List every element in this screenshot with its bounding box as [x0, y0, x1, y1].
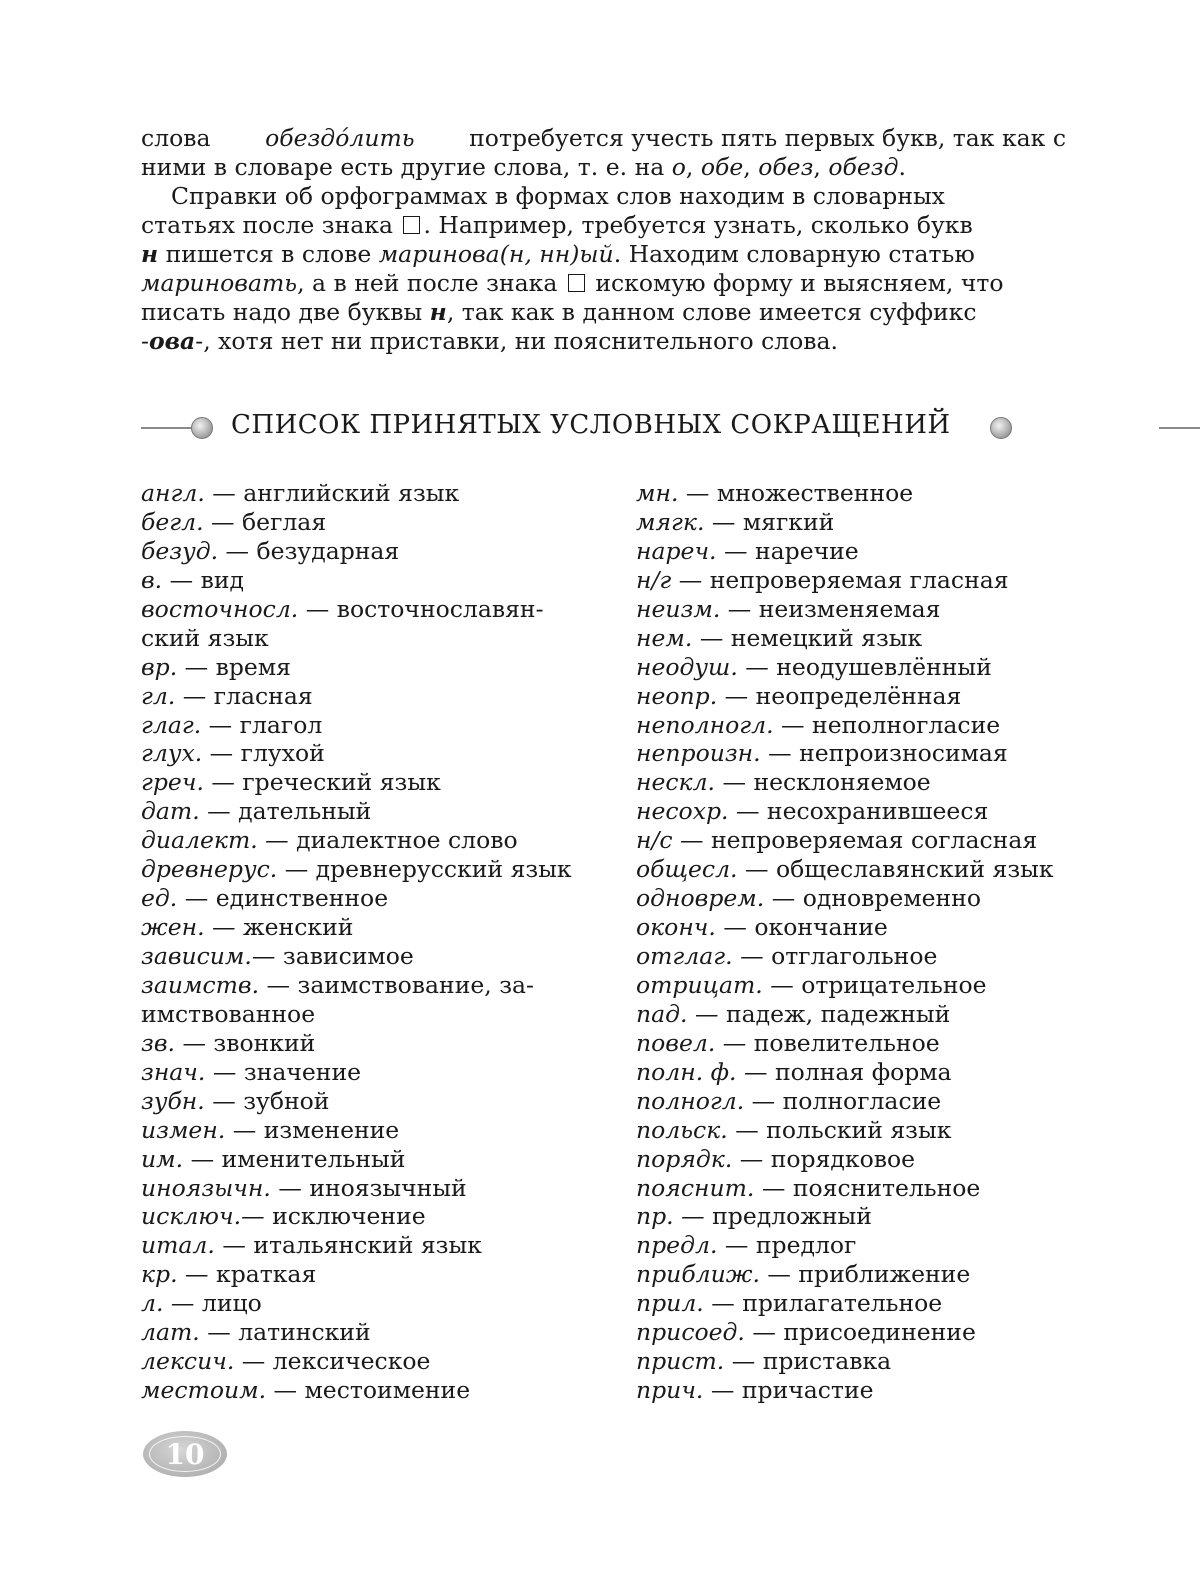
abbreviation-meaning: звонкий [213, 1028, 316, 1057]
square-sign-icon [403, 216, 420, 234]
abbreviation-meaning: общеславянский язык [775, 855, 1054, 884]
dash-separator: — [732, 942, 772, 970]
abbreviation-entry [636, 1116, 1076, 1145]
abbreviation: глаг. [141, 710, 202, 739]
text-line: мариновать, а в ней после знака искомую форму и выясняем, что [141, 269, 1004, 297]
abbreviation-entry [141, 1202, 581, 1231]
abbreviation-meaning: латинский [238, 1318, 371, 1347]
abbreviation: порядк. [636, 1144, 733, 1173]
dash-separator: — [251, 942, 283, 970]
abbreviation-entry [141, 682, 581, 711]
bead-ornament-icon [191, 417, 213, 439]
abbreviation: безуд. [141, 536, 219, 565]
abbreviation: зависим. [141, 942, 252, 970]
dash-separator: — [174, 1028, 214, 1057]
dash-separator: — [202, 739, 241, 768]
abbreviation-entry [636, 1202, 1076, 1231]
abbreviation-meaning: древнерусский язык [315, 855, 572, 884]
abbreviation-entry [141, 711, 581, 740]
abbreviation-meaning: немецкий язык [730, 623, 923, 652]
abbreviation: полногл. [636, 1086, 745, 1115]
abbreviation-meaning: отрицательное [801, 970, 987, 999]
abbreviation: греч. [141, 768, 204, 797]
abbreviation-entry [636, 1289, 1076, 1318]
abbreviation-entry [636, 768, 1076, 797]
abbreviation-meaning: безударная [256, 536, 400, 565]
abbreviation-meaning: ский язык [141, 623, 269, 652]
abbreviation: заимств. [141, 970, 260, 999]
text-line: статьях после знака . Например, требуется узнать, сколько букв [141, 211, 973, 239]
abbreviation-meaning: причастие [741, 1376, 874, 1405]
abbreviation-entry [141, 1116, 581, 1145]
abbreviation-entry [141, 1376, 581, 1405]
abbreviation-entry [636, 1318, 1076, 1347]
dash-separator: — [762, 970, 802, 999]
abbreviation-meaning: значение [243, 1057, 362, 1086]
abbreviation-entry [636, 1000, 1076, 1029]
abbreviation: приближ. [636, 1260, 760, 1289]
abbreviation-meaning: глухой [240, 739, 325, 768]
abbreviation-meaning: английский язык [243, 479, 460, 507]
dash-separator: — [764, 884, 803, 913]
abbreviation: дат. [141, 797, 200, 826]
bead-ornament-icon [990, 417, 1012, 439]
text-line: слова обездо́лить потребуется учесть пять первых букв, так как с [141, 124, 1066, 152]
abbreviation-meaning: повелительное [753, 1028, 940, 1057]
abbreviation-meaning: полная форма [774, 1057, 952, 1086]
abbreviation-entry [636, 508, 1076, 537]
abbreviation-entry [141, 855, 581, 884]
dash-separator: — [162, 565, 201, 594]
abbreviation-entry [636, 913, 1076, 942]
abbreviations-left-column [141, 479, 581, 1405]
abbreviation-meaning: имствованное [141, 999, 316, 1028]
abbreviation-meaning: приставка [762, 1347, 892, 1376]
dash-separator: — [671, 565, 710, 594]
abbreviation-meaning: греческий язык [242, 768, 441, 797]
abbreviation: в. [141, 565, 163, 594]
abbreviation-meaning: одновременно [802, 884, 981, 913]
abbreviation: вр. [141, 652, 178, 681]
abbreviation: лексич. [141, 1347, 235, 1376]
abbreviation-entry [636, 1174, 1076, 1203]
abbreviation-meaning: лицо [201, 1289, 262, 1318]
ornament-rule [141, 427, 193, 429]
dash-separator: — [199, 1318, 239, 1347]
dash-separator: — [759, 1260, 799, 1289]
abbreviation-meaning: дательный [238, 797, 372, 826]
dash-separator: — [717, 681, 756, 710]
dash-separator: — [672, 826, 712, 855]
abbreviation-entry [141, 537, 581, 566]
abbreviation-entry [141, 884, 581, 913]
abbreviation: мягк. [636, 507, 705, 536]
abbreviation: зв. [141, 1028, 175, 1057]
dash-separator: — [204, 913, 244, 942]
abbreviation-meaning: несклоняемое [753, 768, 931, 797]
abbreviation: бегл. [141, 507, 204, 536]
abbreviation-meaning: польский язык [766, 1115, 952, 1144]
abbreviation: исключ. [141, 1202, 242, 1231]
abbreviation-meaning: глагол [239, 710, 323, 739]
abbreviation-entry [141, 1174, 581, 1203]
abbreviation-meaning: пояснительное [792, 1173, 981, 1202]
dash-separator: — [715, 913, 755, 942]
abbreviation: лат. [141, 1318, 200, 1347]
dash-separator: — [241, 1202, 273, 1231]
dash-separator: — [704, 507, 743, 536]
dash-separator: — [720, 594, 759, 623]
abbreviation-meaning: непроверяемая согласная [711, 826, 1038, 855]
dash-separator: — [214, 1231, 254, 1260]
dash-separator: — [773, 710, 813, 739]
abbreviation-entry [636, 1087, 1076, 1116]
abbreviation: отрицат. [636, 970, 763, 999]
dash-separator: — [715, 1028, 754, 1057]
abbreviation: присоед. [636, 1318, 745, 1347]
abbreviation-entry [636, 826, 1076, 855]
abbreviation-entry [141, 1347, 581, 1376]
abbreviation-meaning: предложный [712, 1202, 872, 1231]
abbreviation-meaning: лексическое [272, 1347, 431, 1376]
dash-separator: — [703, 1376, 742, 1405]
abbreviation: непроизн. [636, 739, 761, 768]
page-number: 10 [165, 1437, 205, 1471]
dash-separator: — [266, 1376, 305, 1405]
abbreviation-meaning: диалектное слово [296, 826, 518, 855]
dash-separator: — [270, 1173, 310, 1202]
dash-separator: — [717, 1231, 756, 1260]
abbreviation-entry [141, 595, 581, 624]
abbreviation: пад. [636, 999, 688, 1028]
text-line: Справки об орфограммах в формах слов находим в словарных [171, 182, 945, 210]
dash-separator: — [715, 768, 754, 797]
abbreviation: знач. [141, 1057, 206, 1086]
abbreviation: несохр. [636, 797, 729, 826]
abbreviation-entry [636, 479, 1076, 508]
dash-separator: — [724, 1347, 763, 1376]
dash-separator: — [183, 1144, 222, 1173]
dash-separator: — [737, 652, 777, 681]
dash-separator: — [177, 884, 216, 913]
abbreviation-meaning: падеж, падежный [725, 999, 951, 1028]
abbreviation: нем. [636, 623, 693, 652]
dash-separator: — [716, 536, 755, 565]
abbreviation-entry [636, 624, 1076, 653]
abbreviation-meaning: отглагольное [771, 942, 938, 970]
abbreviation-meaning: краткая [216, 1260, 317, 1289]
abbreviation-entry [636, 653, 1076, 682]
abbreviation: кр. [141, 1260, 178, 1289]
abbreviation: одноврем. [636, 884, 765, 913]
abbreviation-entry [141, 508, 581, 537]
abbreviation: измен. [141, 1115, 226, 1144]
abbreviation-entry [636, 739, 1076, 768]
abbreviation: жен. [141, 913, 205, 942]
abbreviation-meaning: полногласие [782, 1086, 942, 1115]
abbreviation: нареч. [636, 536, 717, 565]
abbreviation-entry [141, 653, 581, 682]
page-number-badge [143, 1431, 227, 1477]
text-line: - ова -, хотя нет ни приставки, ни пояснительного слова. [141, 327, 839, 355]
abbreviation-meaning: восточнославян- [336, 594, 544, 623]
dash-separator: — [259, 970, 298, 999]
abbreviation: полн. ф. [636, 1057, 737, 1086]
abbreviation-entry [636, 1347, 1076, 1376]
dash-separator: — [218, 536, 257, 565]
abbreviation-meaning: непроизносимая [799, 739, 1008, 768]
abbreviation: н/г [636, 565, 672, 594]
abbreviation-meaning: предлог [755, 1231, 857, 1260]
dash-separator: — [234, 1347, 273, 1376]
dash-separator: — [163, 1289, 202, 1318]
dash-separator: — [732, 1144, 771, 1173]
abbreviation: глух. [141, 739, 203, 768]
abbreviation-entry [141, 942, 581, 971]
abbreviation-entry [141, 624, 581, 653]
text-line: ними в словаре есть другие слова, т. е. на о , обе , обез , обезд . [141, 153, 906, 181]
abbreviation-entry [636, 1145, 1076, 1174]
abbreviation: восточносл. [141, 594, 299, 623]
abbreviation: л. [141, 1289, 164, 1318]
abbreviation-entry [636, 797, 1076, 826]
abbreviation: итал. [141, 1231, 215, 1260]
abbreviation: неполногл. [636, 710, 774, 739]
dash-separator: — [199, 797, 239, 826]
abbreviation-meaning: женский [243, 913, 354, 942]
abbreviation-meaning: зависимое [282, 942, 414, 970]
abbreviation-meaning: неодушевлённый [776, 652, 992, 681]
dash-separator: — [205, 1057, 244, 1086]
abbreviation-meaning: присоединение [783, 1318, 976, 1347]
abbreviation-meaning: непроверяемая гласная [709, 565, 1009, 594]
abbreviation-meaning: единственное [215, 884, 389, 913]
abbreviation: общесл. [636, 855, 738, 884]
abbreviation-entry [141, 913, 581, 942]
abbreviation-meaning: несохранившееся [766, 797, 989, 826]
dash-separator: — [678, 479, 717, 507]
dash-separator: — [298, 594, 337, 623]
dash-separator: — [225, 1115, 264, 1144]
abbreviation-meaning: мягкий [742, 507, 835, 536]
abbreviation: неопр. [636, 681, 718, 710]
abbreviation-meaning: неопределённая [755, 681, 962, 710]
abbreviation: пр. [636, 1202, 674, 1231]
abbreviation-entry [636, 884, 1076, 913]
abbreviation-entry [636, 566, 1076, 595]
abbreviation-meaning: вид [200, 565, 244, 594]
abbreviation: зубн. [141, 1086, 205, 1115]
abbreviation-entry [141, 1000, 581, 1029]
abbreviation-entry [141, 1145, 581, 1174]
abbreviation: предл. [636, 1231, 718, 1260]
abbreviation: нескл. [636, 768, 716, 797]
abbreviation-entry [141, 797, 581, 826]
abbreviation: неодуш. [636, 652, 738, 681]
abbreviation-meaning: наречие [754, 536, 859, 565]
abbreviation-entry [141, 1318, 581, 1347]
dash-separator: — [703, 1289, 743, 1318]
dash-separator: — [203, 507, 243, 536]
dash-separator: — [736, 1057, 775, 1086]
abbreviation-meaning: время [215, 652, 291, 681]
dash-separator: — [727, 1115, 767, 1144]
abbreviation-entry [141, 768, 581, 797]
abbreviation-meaning: окончание [754, 913, 888, 942]
ornament-rule [1159, 427, 1200, 429]
text-line: писать надо две буквы н, так как в данном слове имеется суффикс [141, 298, 977, 326]
dash-separator: — [177, 1260, 216, 1289]
dash-separator: — [175, 681, 214, 710]
abbreviation-entry [141, 1058, 581, 1087]
abbreviation-entry [141, 1260, 581, 1289]
dash-separator: — [203, 768, 243, 797]
abbreviation-entry [636, 1376, 1076, 1405]
abbreviation-meaning: иноязычный [309, 1173, 467, 1202]
dash-separator: — [754, 1173, 793, 1202]
abbreviation-meaning: итальянский язык [253, 1231, 482, 1260]
abbreviation-meaning: местоимение [304, 1376, 471, 1405]
abbreviation-meaning: исключение [272, 1202, 426, 1231]
abbreviation: прист. [636, 1347, 725, 1376]
abbreviation-meaning: порядковое [770, 1144, 916, 1173]
abbreviation: мн. [636, 479, 679, 507]
section-title: СПИСОК ПРИНЯТЫХ УСЛОВНЫХ СОКРАЩЕНИЙ [231, 410, 951, 440]
abbreviation-entry [141, 971, 581, 1000]
abbreviation: н/с [636, 826, 673, 855]
abbreviation-meaning: неполногласие [812, 710, 1001, 739]
section-heading [141, 406, 1066, 450]
text-line: н пишется в слове маринова(н, нн)ый. Находим словарную статью [141, 240, 975, 268]
abbreviation-meaning: заимствование, за- [297, 970, 534, 999]
dash-separator: — [257, 826, 297, 855]
abbreviation-entry [636, 537, 1076, 566]
dash-separator: — [201, 710, 240, 739]
abbreviation: оконч. [636, 913, 716, 942]
abbreviation-entry [636, 1260, 1076, 1289]
abbreviation-entry [141, 1029, 581, 1058]
abbreviation-entry [141, 1289, 581, 1318]
abbreviation-entry [141, 566, 581, 595]
abbreviations-right-column [636, 479, 1076, 1405]
dash-separator: — [204, 479, 244, 507]
abbreviation-meaning: беглая [242, 507, 327, 536]
abbreviation-entry [636, 711, 1076, 740]
dash-separator: — [177, 652, 216, 681]
abbreviation: древнерус. [141, 855, 278, 884]
abbreviation: англ. [141, 479, 205, 507]
abbreviation-entry [636, 1029, 1076, 1058]
abbreviation-entry [636, 1231, 1076, 1260]
abbreviation: гл. [141, 681, 176, 710]
abbreviation: польск. [636, 1115, 728, 1144]
square-sign-icon [568, 274, 585, 292]
dash-separator: — [728, 797, 767, 826]
dash-separator: — [687, 999, 726, 1028]
abbreviation: диалект. [141, 826, 258, 855]
abbreviation: ед. [141, 884, 178, 913]
abbreviation: им. [141, 1144, 184, 1173]
abbreviation-meaning: приближение [798, 1260, 971, 1289]
dash-separator: — [744, 1318, 784, 1347]
abbreviation-meaning: изменение [263, 1115, 400, 1144]
abbreviation-entry [636, 855, 1076, 884]
abbreviation-entry [141, 1087, 581, 1116]
abbreviation-meaning: именительный [221, 1144, 406, 1173]
abbreviation: прич. [636, 1376, 704, 1405]
abbreviation: иноязычн. [141, 1173, 271, 1202]
dash-separator: — [760, 739, 800, 768]
abbreviation: повел. [636, 1028, 716, 1057]
abbreviation-meaning: неизменяемая [758, 594, 941, 623]
abbreviation: местоим. [141, 1376, 267, 1405]
dash-separator: — [673, 1202, 713, 1231]
abbreviation: неизм. [636, 594, 721, 623]
abbreviation-entry [636, 1058, 1076, 1087]
abbreviation-meaning: гласная [213, 681, 313, 710]
abbreviation-entry [141, 1231, 581, 1260]
dash-separator: — [204, 1086, 244, 1115]
dash-separator: — [744, 1086, 783, 1115]
abbreviation-entry [636, 595, 1076, 624]
dash-separator: — [737, 855, 776, 884]
abbreviation-entry [141, 826, 581, 855]
abbreviation-entry [636, 942, 1076, 971]
abbreviation-entry [636, 682, 1076, 711]
abbreviation-meaning: прилагательное [742, 1289, 943, 1318]
abbreviation-entry [636, 971, 1076, 1000]
abbreviation-meaning: зубной [243, 1086, 330, 1115]
abbreviation: пояснит. [636, 1173, 755, 1202]
abbreviation-meaning: множественное [716, 479, 914, 507]
abbreviation-entry [141, 479, 581, 508]
dash-separator: — [277, 855, 316, 884]
abbreviation-entry [141, 739, 581, 768]
abbreviation: прил. [636, 1289, 704, 1318]
intro-paragraph [141, 124, 1066, 356]
dash-separator: — [692, 623, 731, 652]
abbreviation: отглаг. [636, 942, 733, 970]
